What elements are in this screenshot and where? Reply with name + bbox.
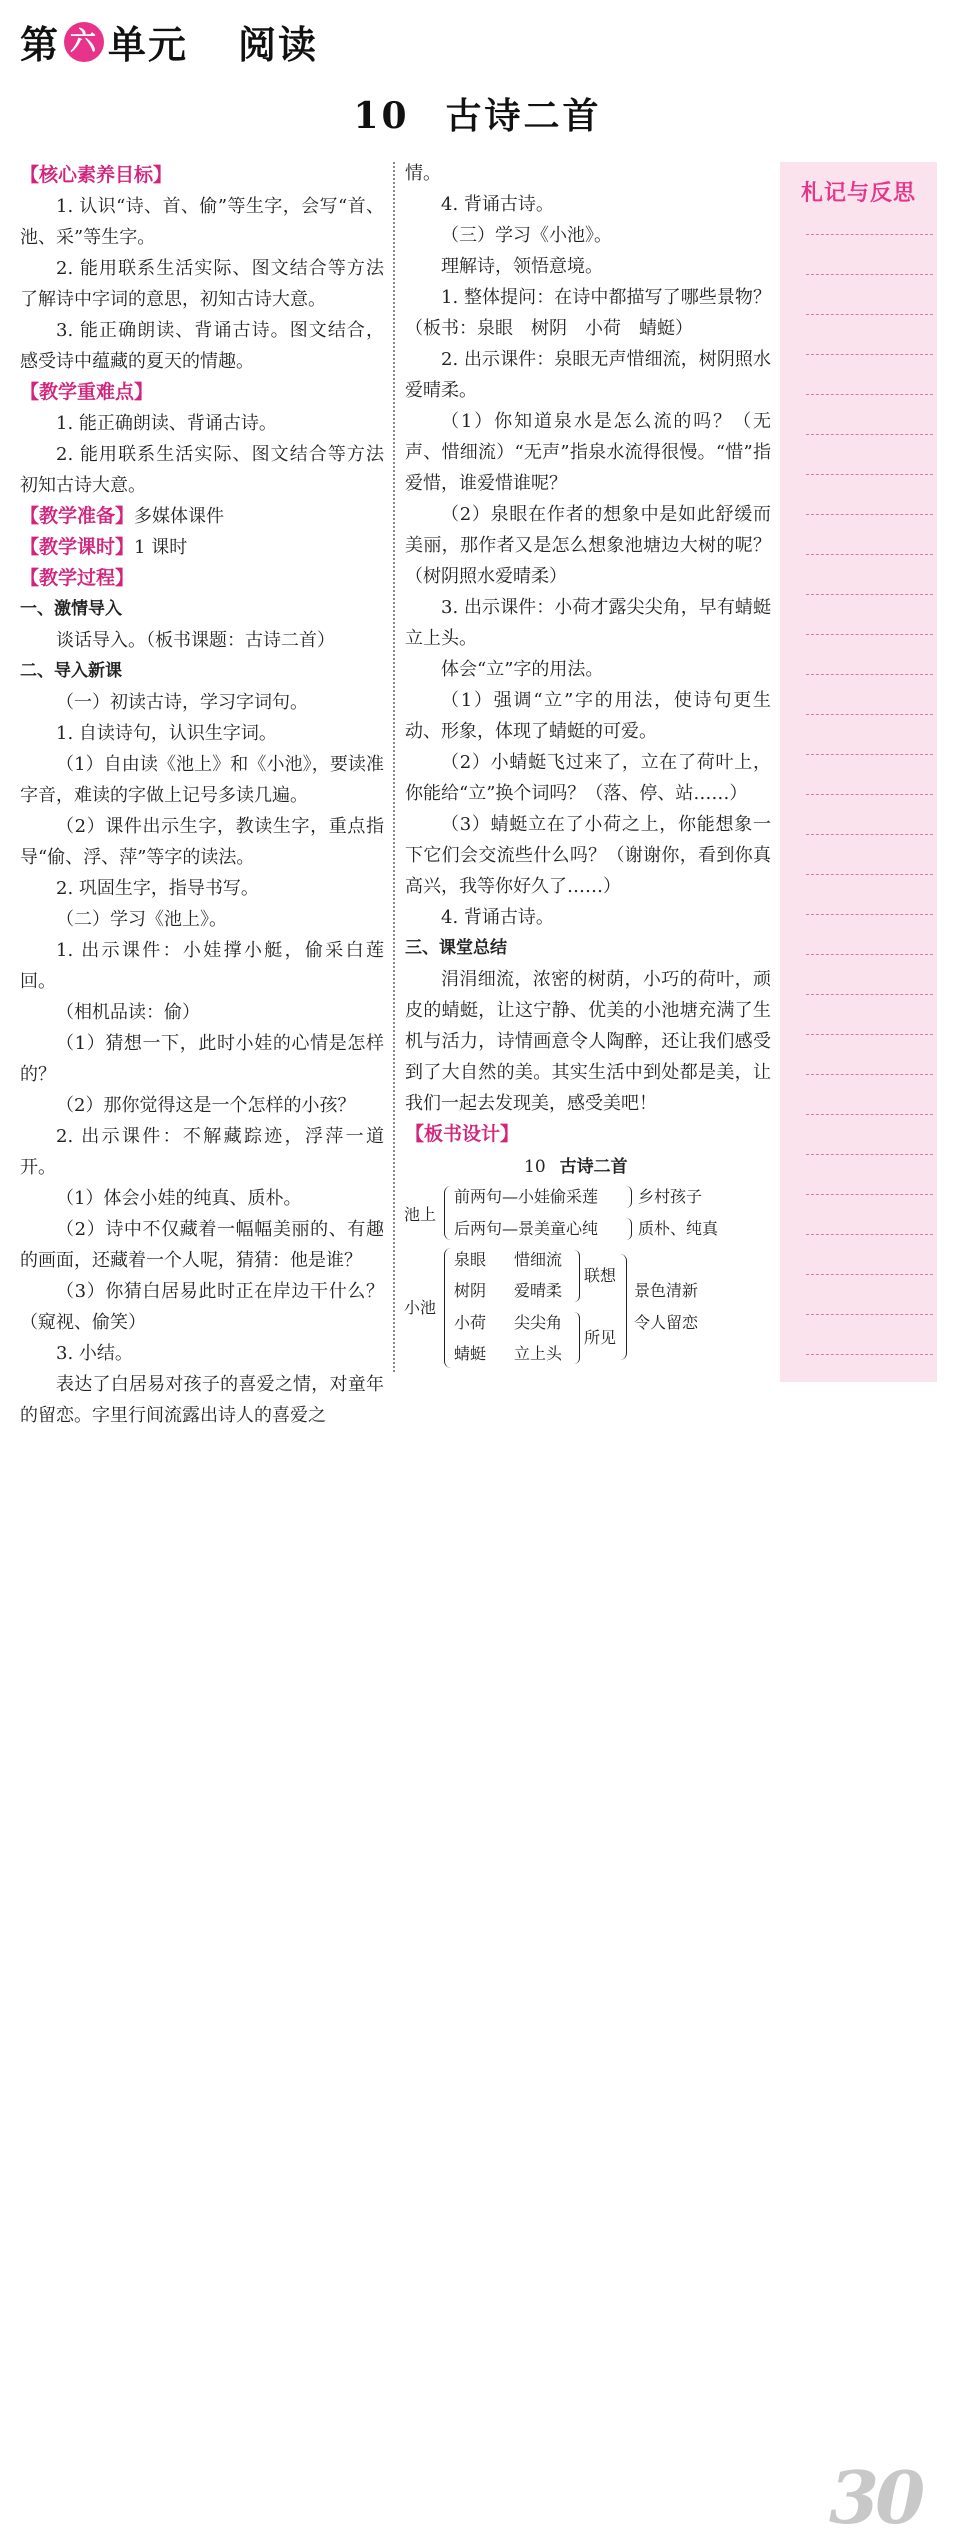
- middle-column: [405, 158, 771, 1150]
- paragraph: 2. 出示课件：不解藏踪迹，浮萍一道开。: [20, 1126, 384, 1178]
- lesson-number: 10: [353, 95, 410, 137]
- notes-line: [806, 634, 933, 635]
- notes-line: [806, 1194, 933, 1195]
- notes-line: [806, 914, 933, 915]
- board-title: [524, 1152, 628, 1177]
- board-brace: [620, 1254, 627, 1360]
- goal-item: 2. 能用联系生活实际、图文结合等方法了解诗中字词的意思，初知古诗大意。: [20, 258, 384, 310]
- paragraph: （三）学习《小池》。: [441, 225, 612, 246]
- prep-text: 多媒体课件: [134, 506, 225, 527]
- paragraph: （2）小蜻蜓飞过来了，立在了荷叶上，你能给“立”换个词吗？（落、停、站……）: [405, 752, 771, 804]
- paragraph: （相机品读：偷）: [56, 1002, 200, 1023]
- notes-panel: [780, 162, 937, 1382]
- board-brace: [574, 1250, 580, 1302]
- unit-number-badge: 六: [64, 22, 104, 62]
- notes-line: [806, 1234, 933, 1235]
- paragraph: （二）学习《池上》。: [56, 909, 227, 930]
- notes-title: 札记与反思: [800, 181, 916, 206]
- paragraph: （3）你猜白居易此时正在岸边干什么？（窥视、偷笑）: [20, 1281, 384, 1333]
- paragraph: 2. 出示课件：泉眼无声惜细流，树阴照水爱晴柔。: [405, 349, 771, 401]
- board-lianxiang: 联想: [584, 1266, 617, 1285]
- paragraph: （3）蜻蜓立在了小荷之上，你能想象一下它们会交流些什么吗？（谢谢你，看到你真高兴，我等你好久了……）: [405, 814, 771, 897]
- notes-line: [806, 354, 933, 355]
- board-design: [404, 1150, 922, 2540]
- board-chishang-result1: 乡村孩子: [638, 1187, 703, 1206]
- board-brace: [574, 1312, 580, 1364]
- notes-line: [806, 234, 933, 235]
- paragraph: （2）诗中不仅藏着一幅幅美丽的、有趣的画面，还藏着一个人呢，猜猜：他是谁？: [20, 1219, 384, 1271]
- paragraph: （2）那你觉得这是一个怎样的小孩？: [56, 1095, 356, 1116]
- section-heading: 一、激情导入: [20, 599, 122, 619]
- notes-line: [806, 514, 933, 515]
- notes-line: [806, 1354, 933, 1355]
- notes-line: [806, 554, 933, 555]
- notes-line: [806, 314, 933, 315]
- board-scene: 蜻蜓: [454, 1344, 487, 1363]
- board-scene: 泉眼: [454, 1250, 487, 1269]
- board-scene-desc: 尖尖角: [514, 1313, 563, 1332]
- paragraph: 体会“立”字的用法。: [441, 659, 604, 680]
- paragraph: （2）课件出示生字，教读生字，重点指导“偷、浮、萍”等字的读法。: [20, 816, 384, 868]
- notes-line: [806, 714, 933, 715]
- board-result: 令人留恋: [634, 1313, 699, 1332]
- lesson-title-text: 古诗二首: [445, 95, 602, 137]
- paragraph: 1. 整体提问：在诗中都描写了哪些景物？（板书：泉眼 树阴 小荷 蜻蜓）: [405, 287, 771, 339]
- column-divider: [393, 162, 395, 1372]
- paragraph: （1）体会小娃的纯真、质朴。: [56, 1188, 302, 1209]
- board-chishang-line1: 前两句—小娃偷采莲: [454, 1187, 599, 1206]
- paragraph: 谈话导入。（板书课题：古诗二首）: [56, 630, 335, 651]
- notes-line: [806, 1074, 933, 1075]
- paragraph: （1）强调“立”字的用法，使诗句更生动、形象，体现了蜻蜓的可爱。: [405, 690, 771, 742]
- paragraph: （1）你知道泉水是怎么流的吗？（无声、惜细流）“无声”指泉水流得很慢。“惜”指爱惜，谁爱惜谁呢？: [405, 411, 771, 494]
- paragraph: （1）猜想一下，此时小娃的心情是怎样的？: [20, 1033, 384, 1085]
- paragraph: （2）泉眼在作者的想象中是如此舒缓而美丽，那作者又是怎么想象池塘边大树的呢？（树阴照水爱晴柔）: [405, 504, 771, 587]
- board-result: 景色清新: [634, 1281, 699, 1300]
- board-scene: 树阴: [454, 1281, 487, 1300]
- board-scene-desc: 立上头: [514, 1344, 563, 1363]
- notes-line: [806, 794, 933, 795]
- key-points-heading: 【教学重难点】: [20, 381, 154, 403]
- summary-paragraph: 涓涓细流，浓密的树荫，小巧的荷叶，顽皮的蜻蜓，让这宁静、优美的小池塘充满了生机与活力，诗情画意令人陶醉，还让我们感受到了大自然的美。其实生活中到处都是美，让我们一起去发现美，感受美吧！: [405, 969, 771, 1114]
- board-title-number: 10: [524, 1157, 546, 1177]
- key-item: 2. 能用联系生活实际、图文结合等方法初知古诗大意。: [20, 444, 384, 496]
- paragraph: （一）初读古诗，学习字词句。: [56, 692, 308, 713]
- board-brace: [626, 1186, 632, 1208]
- board-chishang-line2: 后两句—景美童心纯: [454, 1219, 599, 1238]
- notes-line: [806, 1314, 933, 1315]
- board-xiaochi-label: 小池: [404, 1298, 437, 1317]
- left-column: [20, 160, 384, 1431]
- paragraph: 2. 巩固生字，指导书写。: [56, 878, 259, 899]
- paragraph: 1. 出示课件：小娃撑小艇，偷采白莲回。: [20, 940, 384, 992]
- board-design-heading: 【板书设计】: [405, 1123, 520, 1145]
- notes-line: [806, 394, 933, 395]
- section-heading: 二、导入新课: [20, 661, 122, 681]
- board-chishang-result2: 质朴、纯真: [638, 1219, 719, 1238]
- process-heading: 【教学过程】: [20, 567, 135, 589]
- board-brace: [626, 1218, 632, 1240]
- board-suojian: 所见: [584, 1328, 617, 1347]
- board-scene: 小荷: [454, 1313, 487, 1332]
- notes-line: [806, 274, 933, 275]
- unit-heading: [20, 14, 318, 69]
- notes-line: [806, 674, 933, 675]
- paragraph: 4. 背诵古诗。: [441, 194, 554, 215]
- time-line: [20, 532, 384, 563]
- unit-suffix: 单元: [108, 23, 189, 67]
- prep-line: [20, 501, 384, 532]
- page-number: 30: [829, 2455, 922, 2540]
- board-brace: [444, 1248, 451, 1368]
- notes-line: [806, 474, 933, 475]
- paragraph: 4. 背诵古诗。: [441, 907, 554, 928]
- lesson-title: [0, 88, 955, 139]
- notes-line: [806, 1274, 933, 1275]
- board-title-text: 古诗二首: [559, 1157, 628, 1177]
- paragraph: 1. 自读诗句，认识生字词。: [56, 723, 277, 744]
- board-scene-desc: 惜细流: [514, 1250, 563, 1269]
- time-heading: 【教学课时】: [20, 536, 135, 558]
- notes-line: [806, 994, 933, 995]
- unit-prefix: 第: [20, 23, 61, 67]
- paragraph: 情。: [405, 163, 441, 184]
- goal-item: 3. 能正确朗读、背诵古诗。图文结合，感受诗中蕴藏的夏天的情趣。: [20, 320, 384, 372]
- time-text: 1 课时: [134, 537, 188, 558]
- paragraph: （1）自由读《池上》和《小池》，要读准字音，难读的字做上记号多读几遍。: [20, 754, 384, 806]
- notes-line: [806, 594, 933, 595]
- board-brace: [444, 1186, 451, 1240]
- notes-line: [806, 1114, 933, 1115]
- notes-line: [806, 1154, 933, 1155]
- prep-heading: 【教学准备】: [20, 505, 135, 527]
- paragraph: 表达了白居易对孩子的喜爱之情，对童年的留恋。字里行间流露出诗人的喜爱之: [20, 1374, 384, 1426]
- paragraph: 3. 出示课件：小荷才露尖尖角，早有蜻蜓立上头。: [405, 597, 771, 649]
- notes-line: [806, 834, 933, 835]
- unit-subtitle: 阅读: [238, 23, 319, 67]
- key-item: 1. 能正确朗读、背诵古诗。: [56, 413, 277, 434]
- notes-line: [806, 434, 933, 435]
- board-scene-desc: 爱晴柔: [514, 1281, 563, 1300]
- goal-heading: 【核心素养目标】: [20, 164, 173, 186]
- notes-line: [806, 1034, 933, 1035]
- notes-line: [806, 954, 933, 955]
- goal-item: 1. 认识“诗、首、偷”等生字，会写“首、池、采”等生字。: [20, 196, 384, 248]
- board-chishang-label: 池上: [404, 1205, 437, 1224]
- paragraph: 3. 小结。: [56, 1343, 133, 1364]
- notes-line: [806, 754, 933, 755]
- notes-line: [806, 874, 933, 875]
- section-heading: 三、课堂总结: [405, 938, 507, 958]
- paragraph: 理解诗，领悟意境。: [441, 256, 603, 277]
